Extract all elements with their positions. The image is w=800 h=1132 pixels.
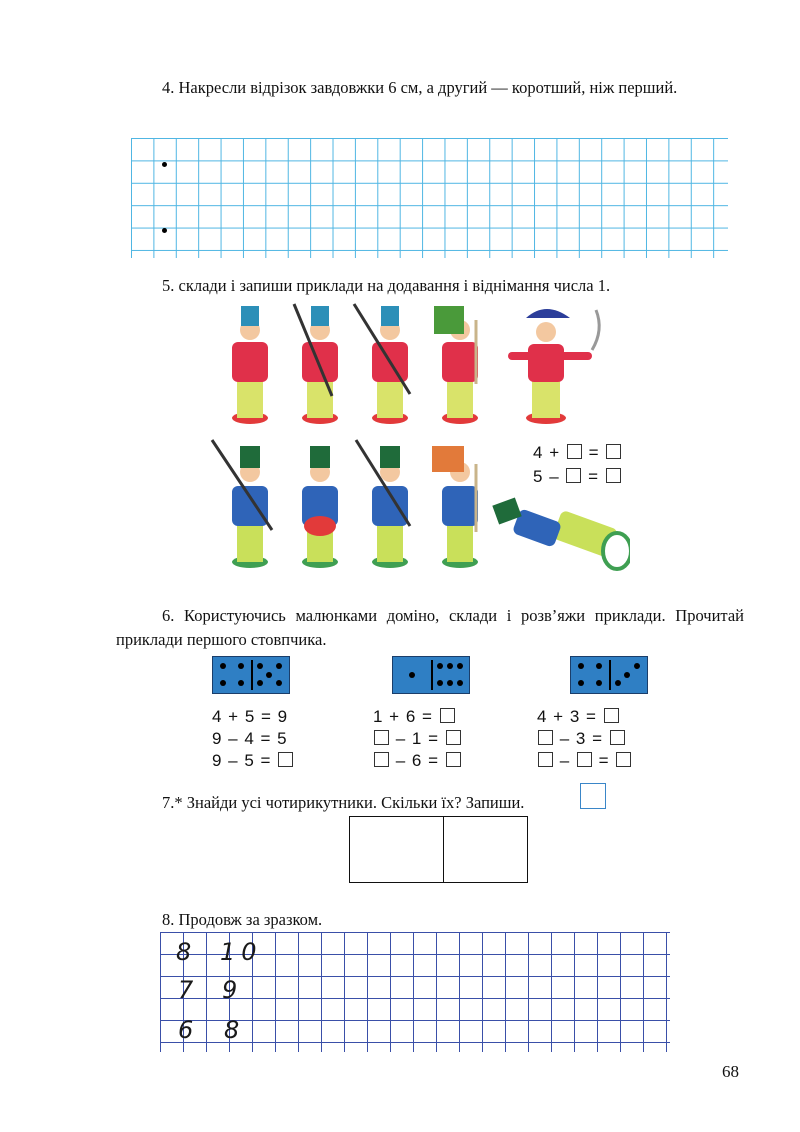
segment-start-point [162, 228, 167, 233]
domino-tile [212, 656, 290, 694]
answer-box[interactable] [374, 752, 389, 767]
answer-box[interactable] [374, 730, 389, 745]
task7-text: 7.* Знайди усі чотирикутники. Скільки їх? Запиши. [162, 793, 525, 812]
soldier-figure [232, 306, 268, 424]
handwritten-number: 9 [222, 976, 238, 1004]
domino-tile [392, 656, 470, 694]
task8-text: 8. Продовж за зразком. [162, 910, 323, 929]
equals-sign: = [588, 443, 600, 462]
equation-row: 1 + 6 = [373, 707, 456, 727]
handwritten-number: 8 [176, 938, 192, 966]
soldier-figure [212, 440, 272, 568]
equation-row: 4 + 5 = 9 [212, 707, 289, 726]
task4-grid[interactable] [131, 138, 728, 258]
answer-box[interactable] [446, 752, 461, 767]
toy-soldiers-illustration [210, 300, 630, 575]
soldier-figure [294, 304, 338, 424]
answer-box[interactable] [604, 708, 619, 723]
soldier-figure [356, 440, 410, 568]
task6-text: 6. Користуючись малюнками доміно, склади і розв’яжи приклади. Прочитай приклади першого стовпчика. [116, 606, 744, 649]
task5-text: 5. склади і запиши приклади на додавання і віднімання числа 1. [162, 276, 611, 295]
equation-row: – 1 = [373, 729, 462, 749]
answer-box[interactable] [606, 444, 621, 459]
answer-box[interactable] [440, 708, 455, 723]
page-number: 68 [722, 1062, 739, 1081]
answer-box[interactable] [538, 730, 553, 745]
quadrilateral-figure [349, 816, 528, 883]
task5-equation-add [533, 443, 622, 463]
answer-box[interactable] [566, 468, 581, 483]
equation-row: 9 – 5 = [212, 751, 294, 771]
handwritten-number: 7 [178, 976, 194, 1004]
answer-box[interactable] [278, 752, 293, 767]
handwritten-number: 10 [220, 938, 263, 966]
equation-row: – 3 = [537, 729, 626, 749]
answer-box[interactable] [446, 730, 461, 745]
dividing-line [443, 817, 444, 882]
answer-box[interactable] [606, 468, 621, 483]
handwritten-number: 8 [224, 1016, 240, 1044]
task4-text: 4. Накресли відрізок завдовжки 6 см, а другий — коротший, ніж перший. [162, 78, 678, 97]
equals-sign: = [588, 467, 600, 486]
soldier-figure [434, 306, 478, 424]
answer-box[interactable] [567, 444, 582, 459]
equation-row: 4 + 3 = [537, 707, 620, 727]
domino-tile [570, 656, 648, 694]
equation-row: 9 – 4 = 5 [212, 729, 288, 748]
segment-start-point [162, 162, 167, 167]
number-label: 5 [533, 467, 544, 486]
task8-grid[interactable] [160, 932, 670, 1052]
number-label: 4 [533, 443, 544, 462]
equation-row: – = [537, 751, 632, 771]
equation-row: – 6 = [373, 751, 462, 771]
soldier-figure [508, 309, 599, 424]
soldier-figure [302, 446, 338, 568]
soldier-figure [354, 304, 410, 424]
fallen-soldier-figure [492, 497, 630, 569]
answer-box[interactable] [616, 752, 631, 767]
answer-box[interactable] [580, 783, 606, 809]
answer-box[interactable] [610, 730, 625, 745]
answer-box[interactable] [538, 752, 553, 767]
handwritten-number: 6 [178, 1016, 194, 1044]
task5-equation-subtract [533, 467, 622, 487]
soldier-figure [432, 446, 478, 568]
answer-box[interactable] [577, 752, 592, 767]
minus-sign: – [549, 467, 560, 486]
plus-sign: + [549, 443, 561, 462]
